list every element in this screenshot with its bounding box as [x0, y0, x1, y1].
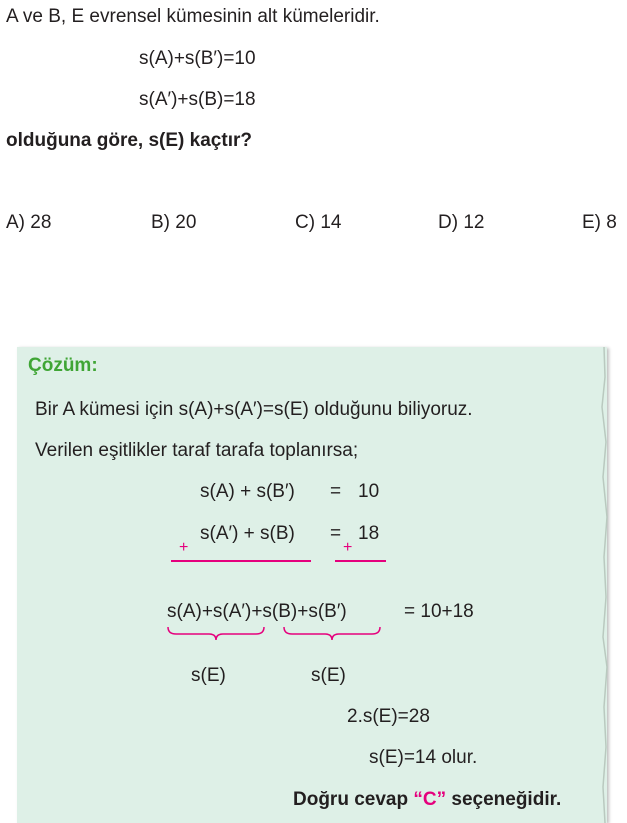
- option-a[interactable]: A) 28: [6, 212, 52, 233]
- torn-edge-decoration: [598, 347, 627, 823]
- option-d[interactable]: D) 12: [438, 212, 485, 233]
- addition-row-1-left: s(A) + s(B′): [200, 481, 295, 502]
- solution-title: Çözüm:: [28, 355, 98, 376]
- given-equation-2: s(A′)+s(B)=18: [139, 89, 256, 110]
- answer-statement: [293, 790, 561, 809]
- sum-expression: s(A)+s(A′)+s(B)+s(B′): [167, 601, 347, 622]
- answer-prefix: Doğru cevap: [293, 789, 414, 810]
- option-c[interactable]: C) 14: [295, 212, 342, 233]
- question-intro: A ve B, E evrensel kümesinin alt kümeleridir.: [6, 6, 380, 27]
- plus-sign-left: +: [179, 539, 189, 556]
- question-prompt: olduğuna göre, s(E) kaçtır?: [6, 130, 252, 151]
- solution-line-1: Bir A kümesi için s(A)+s(A′)=s(E) olduğunu biliyoruz.: [35, 399, 473, 420]
- sum-underline-left: [171, 560, 311, 562]
- addition-row-1-equals: =: [330, 481, 342, 502]
- addition-row-1-value: 10: [358, 481, 380, 502]
- given-equation-1: s(A)+s(B′)=10: [139, 48, 256, 69]
- plus-sign-right: +: [343, 539, 353, 556]
- step-1: 2.s(E)=28: [347, 706, 430, 727]
- brace-2-label: s(E): [311, 665, 346, 686]
- option-e[interactable]: E) 8: [582, 212, 617, 233]
- addition-row-2-equals: =: [330, 523, 342, 544]
- answer-suffix: seçeneğidir.: [446, 789, 562, 810]
- sum-result: = 10+18: [404, 601, 474, 622]
- brace-1-label: s(E): [191, 665, 226, 686]
- underbrace-2: [282, 625, 382, 641]
- option-b[interactable]: B) 20: [151, 212, 197, 233]
- step-2: s(E)=14 olur.: [369, 747, 478, 768]
- sum-underline-right: [335, 560, 386, 562]
- addition-row-2-value: 18: [358, 523, 380, 544]
- solution-line-2: Verilen eşitlikler taraf tarafa toplanırsa;: [35, 440, 359, 461]
- underbrace-1: [166, 625, 266, 641]
- addition-row-2-left: s(A′) + s(B): [200, 523, 295, 544]
- answer-letter: “C”: [413, 789, 447, 810]
